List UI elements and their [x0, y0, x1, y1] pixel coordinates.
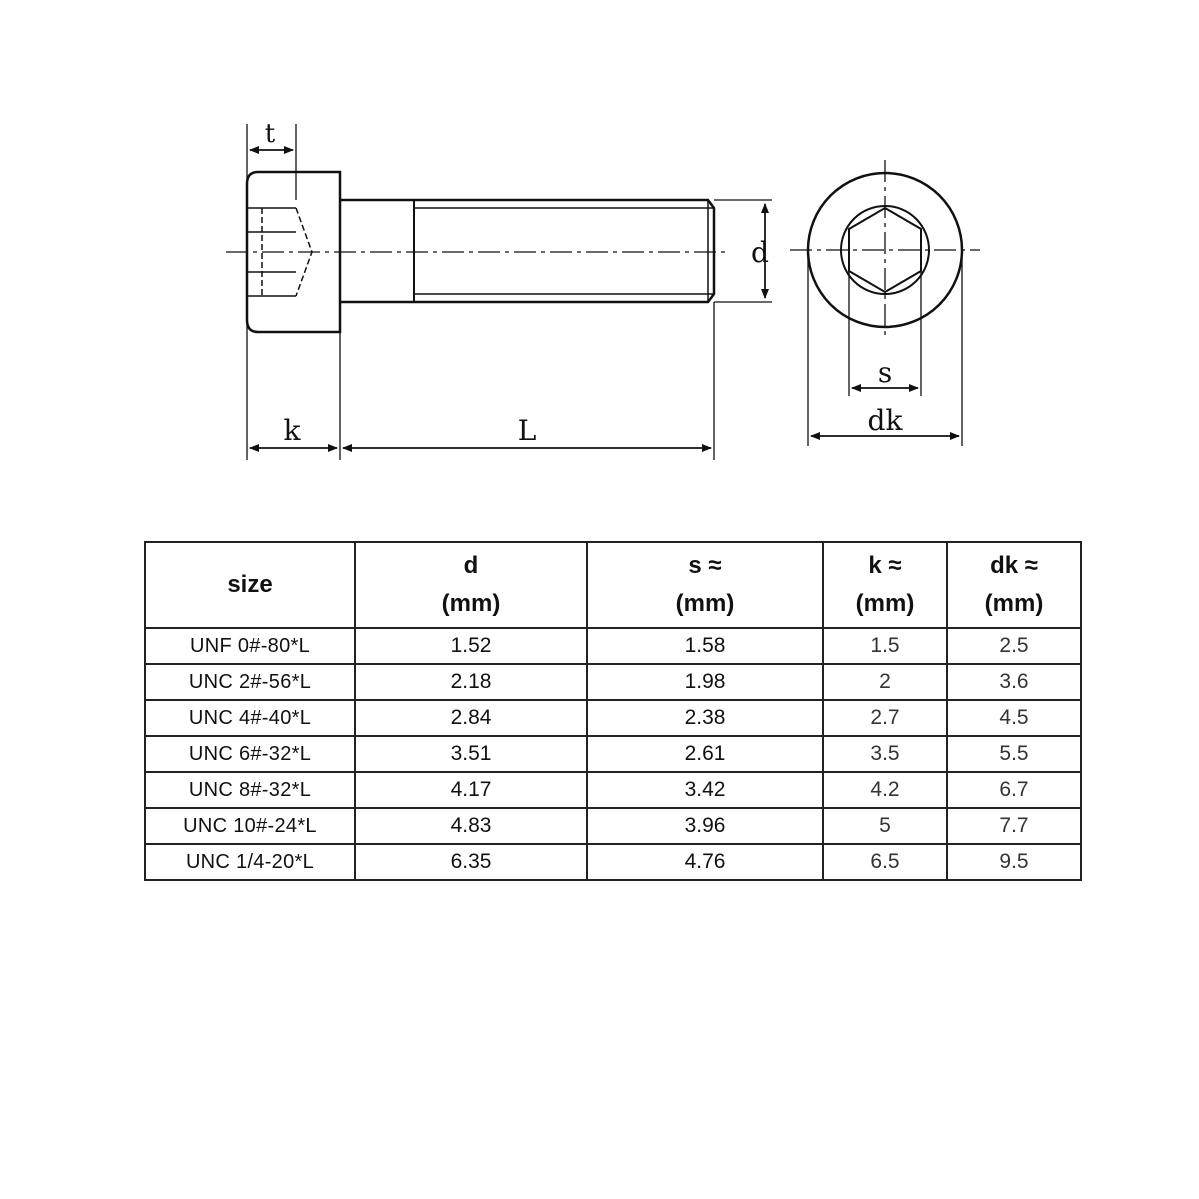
cell-size: UNC 2#-56*L [145, 664, 355, 700]
cell-size: UNC 4#-40*L [145, 700, 355, 736]
cell-size: UNC 10#-24*L [145, 808, 355, 844]
cell-k: 2 [823, 664, 947, 700]
cell-dk: 5.5 [947, 736, 1081, 772]
screw-technical-drawing [0, 0, 1199, 500]
header-s: s ≈ (mm) [587, 542, 823, 628]
cell-s: 3.42 [587, 772, 823, 808]
label-d: d [751, 236, 769, 269]
table-row [145, 700, 1081, 736]
cell-s: 4.76 [587, 844, 823, 880]
cell-k: 5 [823, 808, 947, 844]
side-view [226, 124, 772, 460]
cell-dk: 3.6 [947, 664, 1081, 700]
cell-k: 3.5 [823, 736, 947, 772]
cell-d: 2.18 [355, 664, 587, 700]
cell-size: UNC 8#-32*L [145, 772, 355, 808]
cell-d: 2.84 [355, 700, 587, 736]
cell-dk: 7.7 [947, 808, 1081, 844]
header-dk: dk ≈ (mm) [947, 542, 1081, 628]
cell-size: UNC 6#-32*L [145, 736, 355, 772]
cell-s: 1.98 [587, 664, 823, 700]
cell-k: 2.7 [823, 700, 947, 736]
cell-d: 6.35 [355, 844, 587, 880]
table-header-row [145, 542, 1081, 628]
header-d: d (mm) [355, 542, 587, 628]
cell-d: 4.17 [355, 772, 587, 808]
table-row [145, 736, 1081, 772]
cell-s: 2.38 [587, 700, 823, 736]
cell-k: 1.5 [823, 628, 947, 664]
cell-s: 1.58 [587, 628, 823, 664]
cell-d: 3.51 [355, 736, 587, 772]
label-s: s [877, 356, 893, 389]
table-row [145, 844, 1081, 880]
label-dk: dk [867, 404, 903, 437]
table-row [145, 664, 1081, 700]
header-k: k ≈ (mm) [823, 542, 947, 628]
cell-dk: 6.7 [947, 772, 1081, 808]
size-spec-table [144, 541, 1082, 881]
cell-k: 4.2 [823, 772, 947, 808]
cell-s: 3.96 [587, 808, 823, 844]
cell-size: UNC 1/4-20*L [145, 844, 355, 880]
cell-d: 1.52 [355, 628, 587, 664]
cell-d: 4.83 [355, 808, 587, 844]
table-row [145, 808, 1081, 844]
table-row [145, 628, 1081, 664]
label-t: t [264, 119, 276, 149]
cell-k: 6.5 [823, 844, 947, 880]
cell-size: UNF 0#-80*L [145, 628, 355, 664]
cell-dk: 9.5 [947, 844, 1081, 880]
header-size: size [145, 542, 355, 628]
screw-shank [340, 200, 714, 302]
label-k: k [283, 414, 301, 447]
cell-s: 2.61 [587, 736, 823, 772]
table-row [145, 772, 1081, 808]
label-L: L [517, 414, 537, 447]
cell-dk: 4.5 [947, 700, 1081, 736]
cell-dk: 2.5 [947, 628, 1081, 664]
